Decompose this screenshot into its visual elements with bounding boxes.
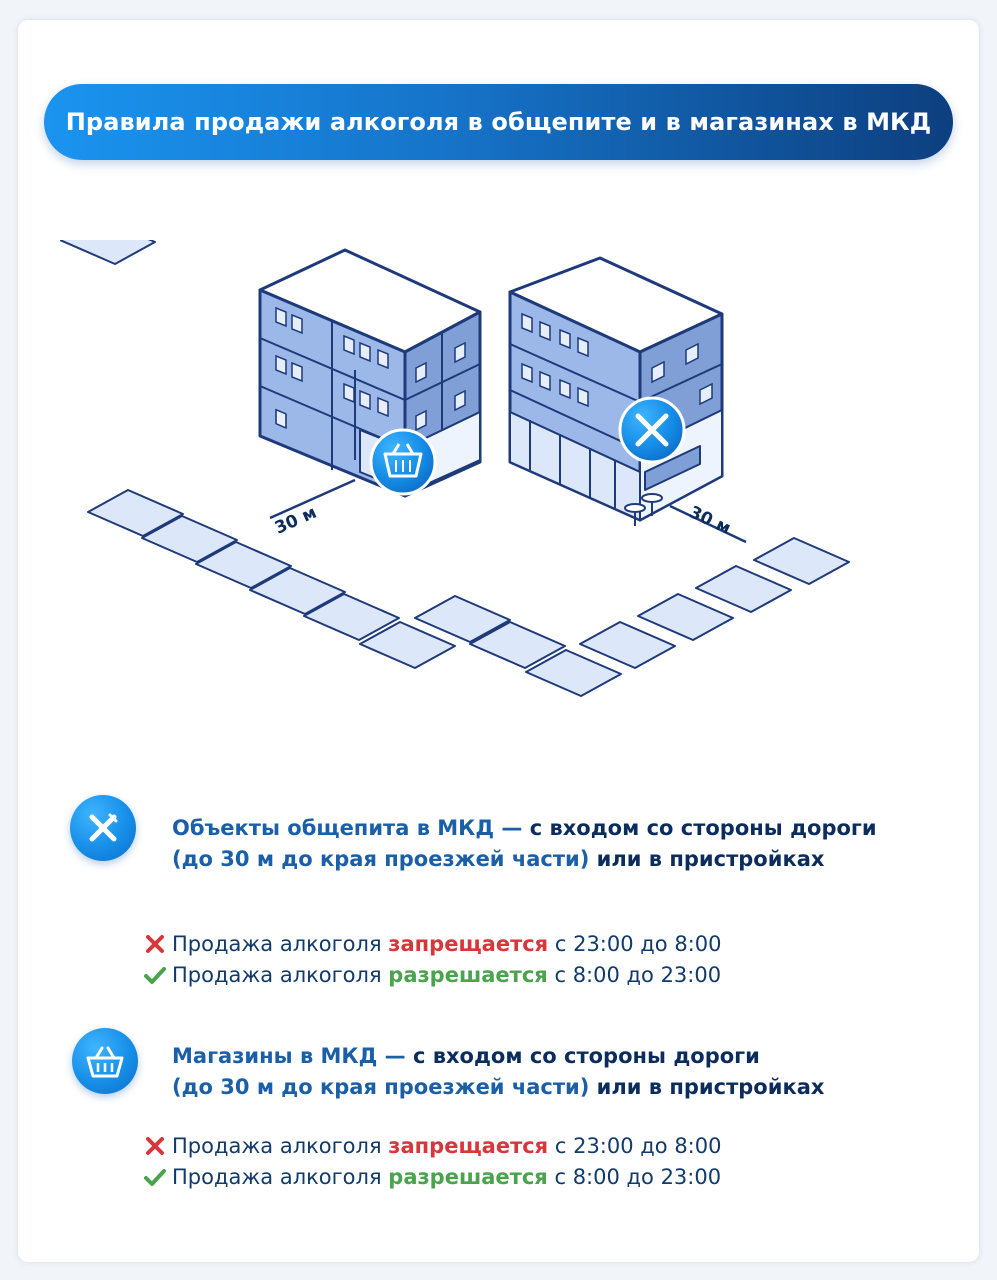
rule-prefix: Продажа алкоголя [172, 1165, 382, 1189]
section-food-title-part2: с входом со стороны дороги [529, 816, 877, 840]
section-food-title-part4: или в пристройках [596, 847, 825, 871]
section-food-title-part1: Объекты общепита в МКД — [172, 816, 530, 840]
section-shop-title-part1: Магазины в МКД — [172, 1044, 413, 1068]
cross-icon [142, 1135, 168, 1157]
page-title: Правила продажи алкоголя в общепите и в магазинах в МКД [65, 108, 932, 136]
section-shop-icon-badge [72, 1028, 138, 1094]
section-shop-title-part2: с входом со стороны дороги [412, 1044, 760, 1068]
section-shop-title-part3: (до 30 м до края проезжей части) [172, 1075, 597, 1099]
section-shop-title-part4: или в пристройках [596, 1075, 825, 1099]
rule-time: с 8:00 до 23:00 [554, 1165, 722, 1189]
rule-prefix: Продажа алкоголя [172, 1134, 382, 1158]
buildings-illustration [60, 240, 940, 760]
section-shop-title [172, 1041, 932, 1103]
section-food-title-part3: (до 30 м до края проезжей части) [172, 847, 597, 871]
rule-prefix: Продажа алкоголя [172, 963, 382, 987]
rule-shop-allowed [142, 1165, 721, 1189]
rule-food-forbidden [142, 932, 721, 956]
fork-knife-icon [620, 398, 684, 462]
rule-status: запрещается [388, 932, 549, 956]
rule-status: запрещается [388, 1134, 549, 1158]
rule-time: с 8:00 до 23:00 [554, 963, 722, 987]
page-title-banner [44, 84, 953, 160]
rule-status: разрешается [388, 963, 548, 987]
shopping-basket-icon [371, 430, 435, 494]
check-icon [142, 1166, 168, 1188]
fork-knife-icon [70, 795, 136, 861]
rule-shop-forbidden [142, 1134, 721, 1158]
rule-time: с 23:00 до 8:00 [554, 1134, 722, 1158]
rule-status: разрешается [388, 1165, 548, 1189]
shopping-basket-icon [72, 1028, 138, 1094]
distance-right-label: 30 м [685, 502, 734, 539]
rule-time: с 23:00 до 8:00 [554, 932, 722, 956]
rule-prefix: Продажа алкоголя [172, 932, 382, 956]
distance-left-label: 30 м [271, 502, 320, 539]
rule-food-allowed [142, 963, 721, 987]
check-icon [142, 964, 168, 986]
cross-icon [142, 933, 168, 955]
section-food-title [172, 813, 932, 875]
building-restaurant [510, 258, 722, 520]
section-food-icon-badge [70, 795, 136, 861]
